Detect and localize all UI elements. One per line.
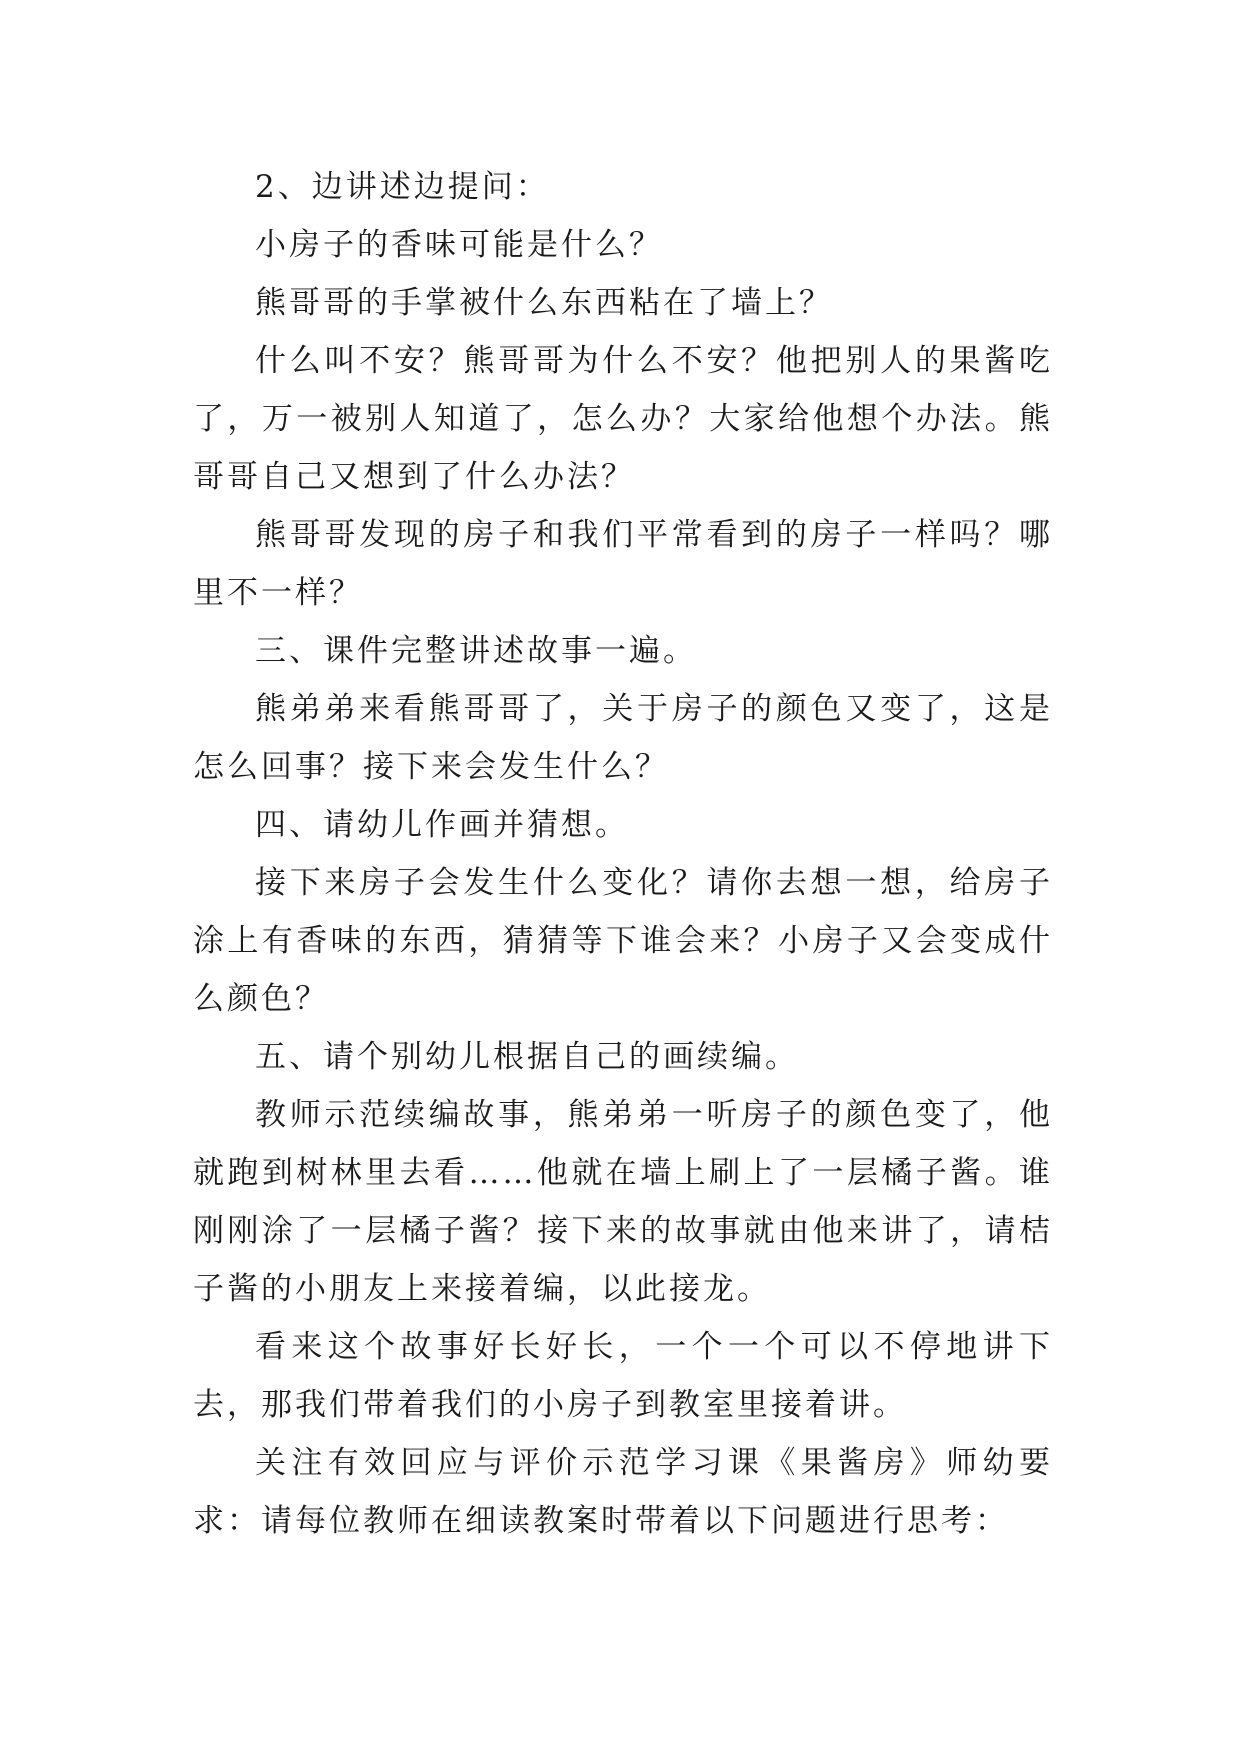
paragraph-section-4: 四、请幼儿作画并猜想。 <box>255 807 629 843</box>
paragraph-question-house: 熊哥哥发现的房子和我们平常看到的房子一样吗？哪里不一样？ <box>193 517 1053 611</box>
document-body <box>193 158 1053 1550</box>
paragraph-section-3: 三、课件完整讲述故事一遍。 <box>255 633 697 669</box>
paragraph-little-brother: 熊弟弟来看熊哥哥了，关于房子的颜色又变了，这是怎么回事？接下来会发生什么？ <box>193 691 1053 785</box>
paragraph-requirements: 关注有效回应与评价示范学习课《果酱房》师幼要求：请每位教师在细读教案时带着以下问题进行思考： <box>193 1445 1053 1539</box>
paragraph-teacher-demo: 教师示范续编故事，熊弟弟一听房子的颜色变了，他就跑到树林里去看……他就在墙上刷上了一层橘子酱。谁刚刚涂了一层橘子酱？接下来的故事就由他来讲了，请桔子酱的小朋友上来接着编，以此接龙。 <box>193 1097 1053 1307</box>
paragraph-question-smell: 小房子的香味可能是什么？ <box>255 227 663 263</box>
paragraph-long-story: 看来这个故事好长好长，一个一个可以不停地讲下去，那我们带着我们的小房子到教室里接着讲。 <box>193 1329 1053 1423</box>
paragraph-question-uneasy: 什么叫不安？熊哥哥为什么不安？他把别人的果酱吃了，万一被别人知道了，怎么办？大家给他想个办法。熊哥哥自己又想到了什么办法？ <box>193 343 1053 495</box>
paragraph-question-palm: 熊哥哥的手掌被什么东西粘在了墙上？ <box>255 285 833 321</box>
paragraph-section-5: 五、请个别幼儿根据自己的画续编。 <box>255 1039 799 1075</box>
paragraph-drawing-guess: 接下来房子会发生什么变化？请你去想一想，给房子涂上有香味的东西，猜猜等下谁会来？小房子又会变成什么颜色？ <box>193 865 1053 1017</box>
paragraph-step-2: 2、边讲述边提问： <box>255 169 550 205</box>
